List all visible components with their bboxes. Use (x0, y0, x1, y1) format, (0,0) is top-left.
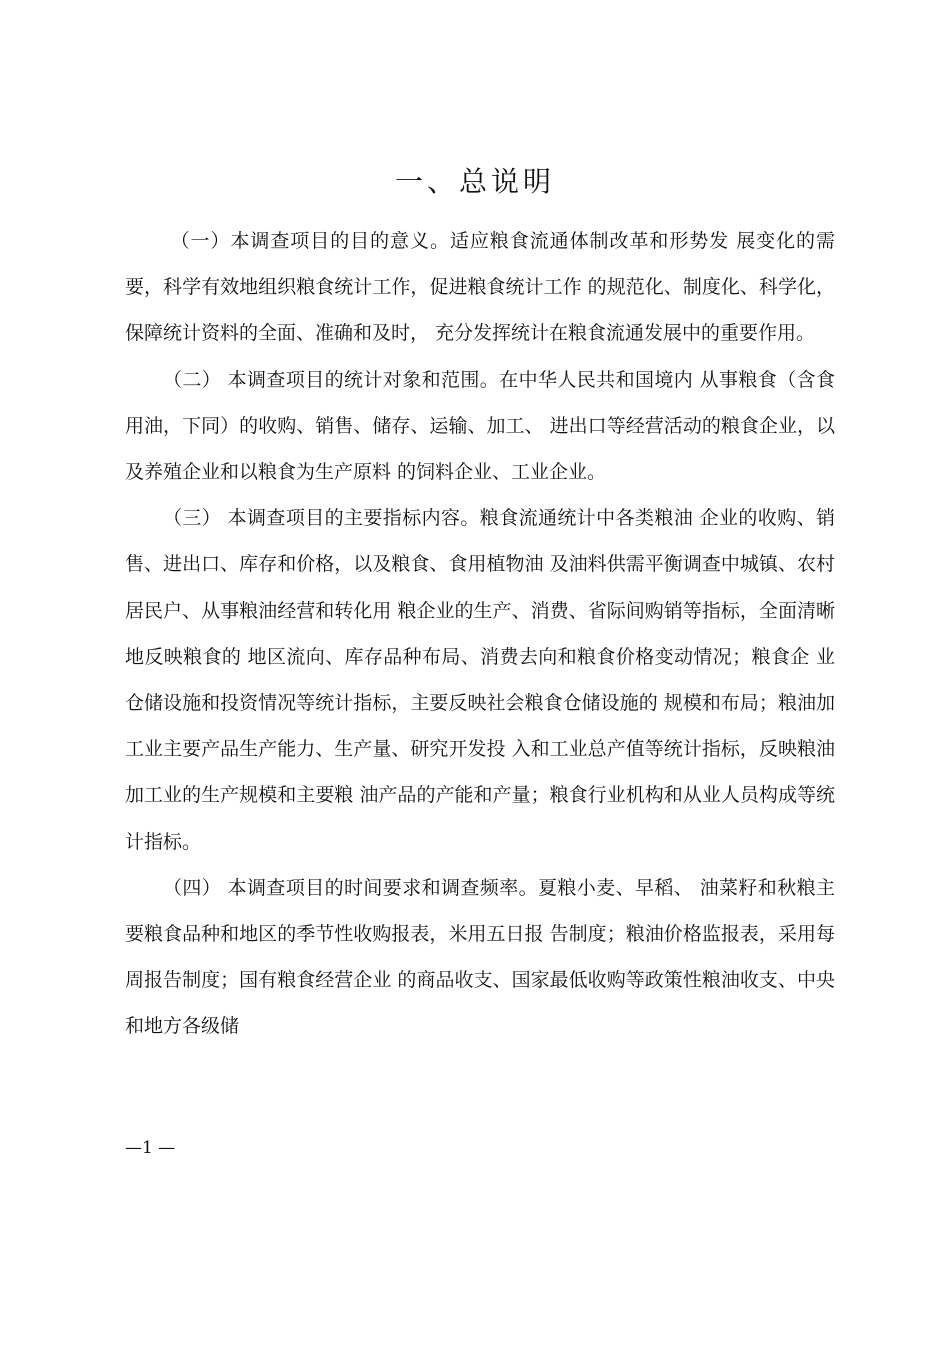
paragraph-3: （三） 本调查项目的主要指标内容。粮食流通统计中各类粮油 企业的收购、销售、进出口、库存和价格，以及粮食、食用植物油 及油料供需平衡调查中城镇、农村居民户、从事粮油经营和转化用 粮企业的生产、消费、省际间购销等指标，全面清晰地反映粮食的 地区流向、库存品种布局、消费去向和粮食价格变动情况；粮食企 业仓储设施和投资情况等统计指标，主要反映社会粮食仓储设施的 规模和布局；粮油加工业主要产品生产能力、生产量、研究开发投 入和工业总产值等统计指标，反映粮油加工业的生产规模和主要粮 油产品的产能和产量；粮食行业机构和从业人员构成等统计指标。 (125, 507, 835, 853)
paragraph-4: （四） 本调查项目的时间要求和调查频率。夏粮小麦、早稻、 油菜籽和秋粮主要粮食品种和地区的季节性收购报表，米用五日报 告制度；粮油价格监报表，采用每周报告制度；国有粮食经营企业 的商品收支、国家最低收购等政策性粮油收支、中央和地方各级储 (125, 876, 835, 1038)
page-title: 一、总说明 (394, 165, 555, 198)
page-number: —1 — (125, 1138, 176, 1158)
paragraph-1: （一）本调查项目的目的意义。适应粮食流通体制改革和形势发 展变化的需要，科学有效地组织粮食统计工作，促进粮食统计工作 的规范化、制度化、科学化，保障统计资料的全面、准确和及时， 充分发挥统计在粮食流通发展中的重要作用。 (125, 230, 835, 345)
paragraph-2: （二） 本调查项目的统计对象和范围。在中华人民共和国境内 从事粮食（含食用油，下同）的收购、销售、储存、运输、加工、 进出口等经营活动的粮食企业，以及养殖企业和以粮食为生产原料 的饲料企业、工业企业。 (125, 368, 835, 484)
body-text (125, 218, 835, 1050)
